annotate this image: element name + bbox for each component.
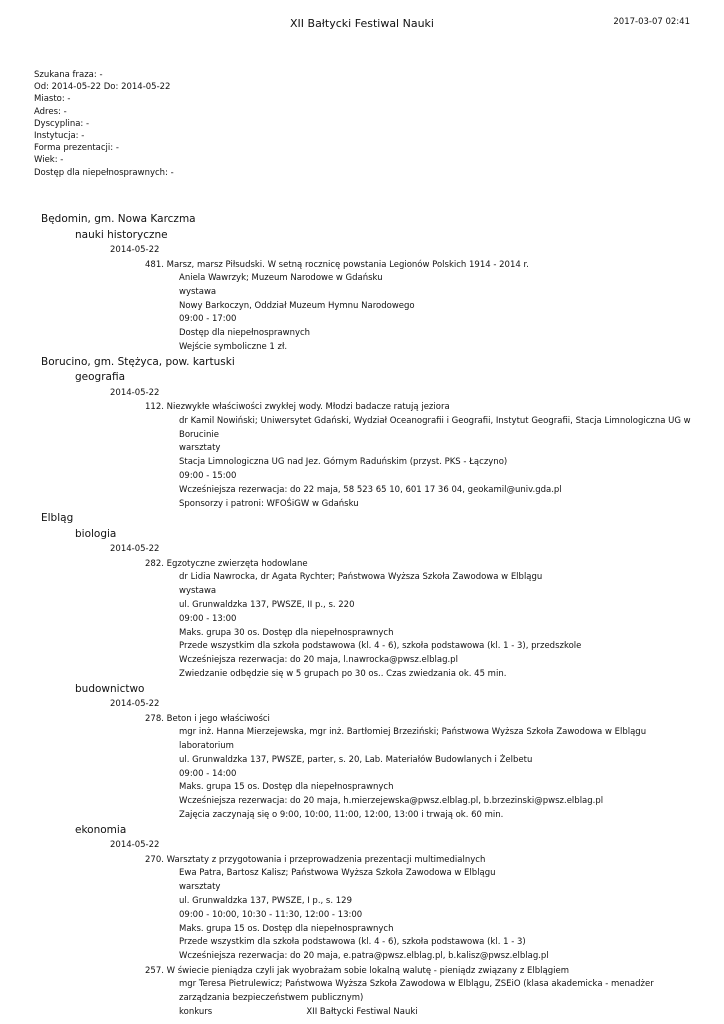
location-heading: Borucino, gm. Stężyca, pow. kartuski	[41, 355, 235, 368]
event-detail: Nowy Barkoczyn, Oddział Muzeum Hymnu Narodowego	[179, 300, 415, 311]
event-title: 278. Beton i jego właściwości	[145, 713, 270, 724]
filter-line: Forma prezentacji: -	[34, 143, 119, 154]
event-detail: mgr Teresa Pietrulewicz; Państwowa Wyższa Szkoła Zawodowa w Elblągu, ZSEiO (klasa akademicka - menadżer zarządzania bezpieczeństwem publicznym)	[179, 979, 654, 1004]
event-detail: laboratorium	[179, 741, 234, 752]
event-detail: 09:00 - 10:00, 10:30 - 11:30, 12:00 - 13:00	[179, 909, 363, 920]
event-detail: ul. Grunwaldzka 137, PWSZE, parter, s. 20, Lab. Materiałów Budowlanych i Żelbetu	[179, 754, 533, 765]
discipline-heading: budownictwo	[75, 682, 145, 695]
event-detail: dr Lidia Nawrocka, dr Agata Rychter; Państwowa Wyższa Szkoła Zawodowa w Elblągu	[179, 572, 543, 583]
discipline-heading: nauki historyczne	[75, 228, 168, 241]
event-detail: warsztaty	[179, 443, 221, 454]
event-listing	[0, 212, 724, 1020]
page-footer: XII Bałtycki Festiwal Nauki	[306, 1007, 418, 1017]
event-detail: Przede wszystkim dla szkoła podstawowa (kl. 4 - 6), szkoła podstawowa (kl. 1 - 3)	[179, 937, 526, 948]
event-detail: Wcześniejsza rezerwacja: do 20 maja, h.mierzejewska@pwsz.elblag.pl, b.brzezinski@pwsz.elblag.pl	[179, 796, 604, 807]
event-date: 2014-05-22	[110, 840, 160, 851]
filter-line: Szukana fraza: -	[34, 70, 103, 80]
event-date: 2014-05-22	[110, 245, 160, 255]
event-date: 2014-05-22	[110, 699, 160, 710]
event-detail: Maks. grupa 30 os. Dostęp dla niepełnosprawnych	[179, 627, 394, 638]
event-detail: 09:00 - 13:00	[179, 613, 237, 624]
location-heading: Elbląg	[41, 512, 74, 525]
event-detail: wystawa	[179, 586, 217, 597]
filter-line: Wiek: -	[34, 155, 64, 166]
filter-line: Instytucja: -	[34, 131, 85, 142]
event-detail: Maks. grupa 15 os. Dostęp dla niepełnosprawnych	[179, 923, 394, 934]
event-detail: Przede wszystkim dla szkoła podstawowa (kl. 4 - 6), szkoła podstawowa (kl. 1 - 3), przedszkole	[179, 641, 582, 652]
filter-line: Dostęp dla niepełnosprawnych: -	[34, 167, 174, 178]
event-title: 481. Marsz, marsz Piłsudski. W setną rocznicę powstania Legionów Polskich 1914 - 2014 r.	[145, 259, 529, 270]
event-detail: Zwiedzanie odbędzie się w 5 grupach po 30 os.. Czas zwiedzania ok. 45 min.	[179, 668, 507, 679]
event-detail: Wcześniejsza rezerwacja: do 22 maja, 58 523 65 10, 601 17 36 04, geokamil@univ.gda.pl	[179, 484, 562, 495]
event-title: 282. Egzotyczne zwierzęta hodowlane	[145, 558, 308, 569]
event-detail: Zajęcia zaczynają się o 9:00, 10:00, 11:00, 12:00, 13:00 i trwają ok. 60 min.	[179, 810, 504, 821]
event-detail: warsztaty	[179, 882, 221, 893]
event-detail: Dostęp dla niepełnosprawnych	[179, 328, 311, 339]
event-detail: 09:00 - 17:00	[179, 314, 237, 325]
event-detail: dr Kamil Nowiński; Uniwersytet Gdański, Wydział Oceanografii i Geografii, Instytut Geografii, Stacja Limnologiczna UG w Borucinie	[179, 415, 691, 440]
event-detail: 09:00 - 15:00	[179, 470, 237, 481]
event-detail: Wcześniejsza rezerwacja: do 20 maja, l.nawrocka@pwsz.elblag.pl	[179, 655, 458, 666]
event-detail: Ewa Patra, Bartosz Kalisz; Państwowa Wyższa Szkoła Zawodowa w Elblągu	[179, 868, 496, 879]
filter-line: Od: 2014-05-22 Do: 2014-05-22	[34, 82, 171, 93]
event-detail: Wejście symboliczne 1 zł.	[179, 341, 288, 352]
event-detail: Aniela Wawrzyk; Muzeum Narodowe w Gdańsku	[179, 273, 383, 283]
print-timestamp: 2017-03-07 02:41	[613, 17, 690, 27]
event-title: 257. W świecie pieniądza czyli jak wyobrażam sobie lokalną walutę - pieniądz związany z Elblągiem	[145, 965, 569, 976]
discipline-heading: biologia	[75, 527, 117, 540]
event-detail: mgr inż. Hanna Mierzejewska, mgr inż. Bartłomiej Brzeziński; Państwowa Wyższa Szkoła Zawodowa w Elblągu	[179, 727, 647, 738]
discipline-heading: geografia	[75, 371, 126, 384]
event-date: 2014-05-22	[110, 387, 160, 398]
event-detail: Sponsorzy i patroni: WFOŚiGW w Gdańsku	[179, 498, 359, 509]
event-detail: konkurs	[179, 1006, 213, 1017]
event-title: 112. Niezwykłe właściwości zwykłej wody. Młodzi badacze ratują jeziora	[145, 402, 450, 413]
event-detail: ul. Grunwaldzka 137, PWSZE, II p., s. 220	[179, 599, 355, 610]
event-detail: Maks. grupa 15 os. Dostęp dla niepełnosprawnych	[179, 782, 394, 793]
event-detail: Stacja Limnologiczna UG nad Jez. Górnym Raduńskim (przyst. PKS - Łączyno)	[179, 457, 508, 468]
search-filters	[34, 69, 174, 179]
event-detail: Wcześniejsza rezerwacja: do 20 maja, e.patra@pwsz.elblag.pl, b.kalisz@pwsz.elblag.pl	[179, 951, 549, 962]
event-date: 2014-05-22	[110, 544, 160, 555]
event-detail: wystawa	[179, 286, 217, 297]
event-detail: 09:00 - 14:00	[179, 768, 237, 779]
event-detail: ul. Grunwaldzka 137, PWSZE, I p., s. 129	[179, 895, 352, 906]
event-title: 270. Warsztaty z przygotowania i przeprowadzenia prezentacji multimedialnych	[145, 854, 486, 865]
page-header-title: XII Bałtycki Festiwal Nauki	[290, 17, 434, 30]
filter-line: Dyscyplina: -	[34, 118, 90, 129]
discipline-heading: ekonomia	[75, 823, 127, 836]
location-heading: Będomin, gm. Nowa Karczma	[41, 213, 196, 225]
filter-line: Miasto: -	[34, 94, 71, 105]
filter-line: Adres: -	[34, 106, 67, 117]
